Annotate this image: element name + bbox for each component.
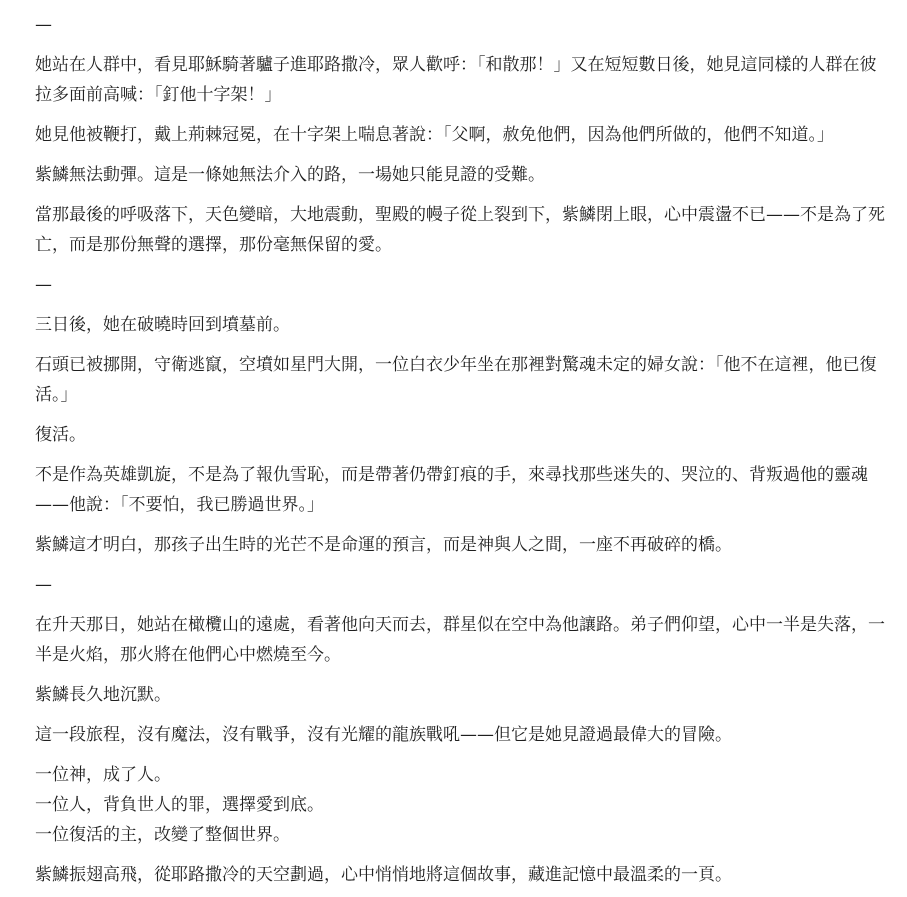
paragraph: 紫鱗這才明白，那孩子出生時的光芒不是命運的預言，而是神與人之間，一座不再破碎的橋。 (35, 535, 732, 555)
paragraph: 復活。 (35, 425, 86, 445)
paragraph: 在升天那日，她站在橄欖山的遠處，看著他向天而去，群星似在空中為他讓路。弟子們仰望，心中一半是失落，一半是火焰，那火將在他們心中燃燒至今。 (35, 615, 885, 665)
paragraph: 石頭已被挪開，守衛逃竄，空墳如星門大開，一位白衣少年坐在那裡對驚魂未定的婦女說：「他不在這裡，他已復活。」 (35, 355, 877, 405)
section-separator: — (35, 275, 52, 295)
paragraph: 不是作為英雄凱旋，不是為了報仇雪恥，而是帶著仍帶釘痕的手，來尋找那些迷失的、哭泣的、背叛過他的靈魂——他說：「不要怕，我已勝過世界。」 (35, 465, 868, 515)
verse-line: 一位復活的主，改變了整個世界。 (35, 825, 290, 845)
section-separator: — (35, 575, 52, 595)
verse-line: 一位人，背負世人的罪，選擇愛到底。 (35, 795, 324, 815)
verse-lines (35, 760, 887, 850)
verse-line: 一位神，成了人。 (35, 765, 171, 785)
paragraph: 紫鱗無法動彈。這是一條她無法介入的路，一場她只能見證的受難。 (35, 165, 545, 185)
paragraph: 當那最後的呼吸落下，天色變暗，大地震動，聖殿的幔子從上裂到下，紫鱗閉上眼，心中震盪不已——不是為了死亡，而是那份無聲的選擇，那份毫無保留的愛。 (35, 205, 885, 255)
section-separator: — (35, 15, 52, 35)
paragraph: 她站在人群中，看見耶穌騎著驢子進耶路撒冷，眾人歡呼：「和散那！」又在短短數日後，她見這同樣的人群在彼拉多面前高喊：「釘他十字架！」 (35, 55, 877, 105)
paragraph: 她見他被鞭打，戴上荊棘冠冕，在十字架上喘息著說：「父啊，赦免他們，因為他們所做的，他們不知道。」 (35, 125, 834, 145)
paragraph: 這一段旅程，沒有魔法，沒有戰爭，沒有光耀的龍族戰吼——但它是她見證過最偉大的冒險。 (35, 725, 732, 745)
paragraph: 三日後，她在破曉時回到墳墓前。 (35, 315, 290, 335)
paragraph: 紫鱗長久地沉默。 (35, 685, 171, 705)
closing-paragraph: 紫鱗振翅高飛，從耶路撒冷的天空劃過，心中悄悄地將這個故事，藏進記憶中最溫柔的一頁。 (35, 865, 732, 885)
